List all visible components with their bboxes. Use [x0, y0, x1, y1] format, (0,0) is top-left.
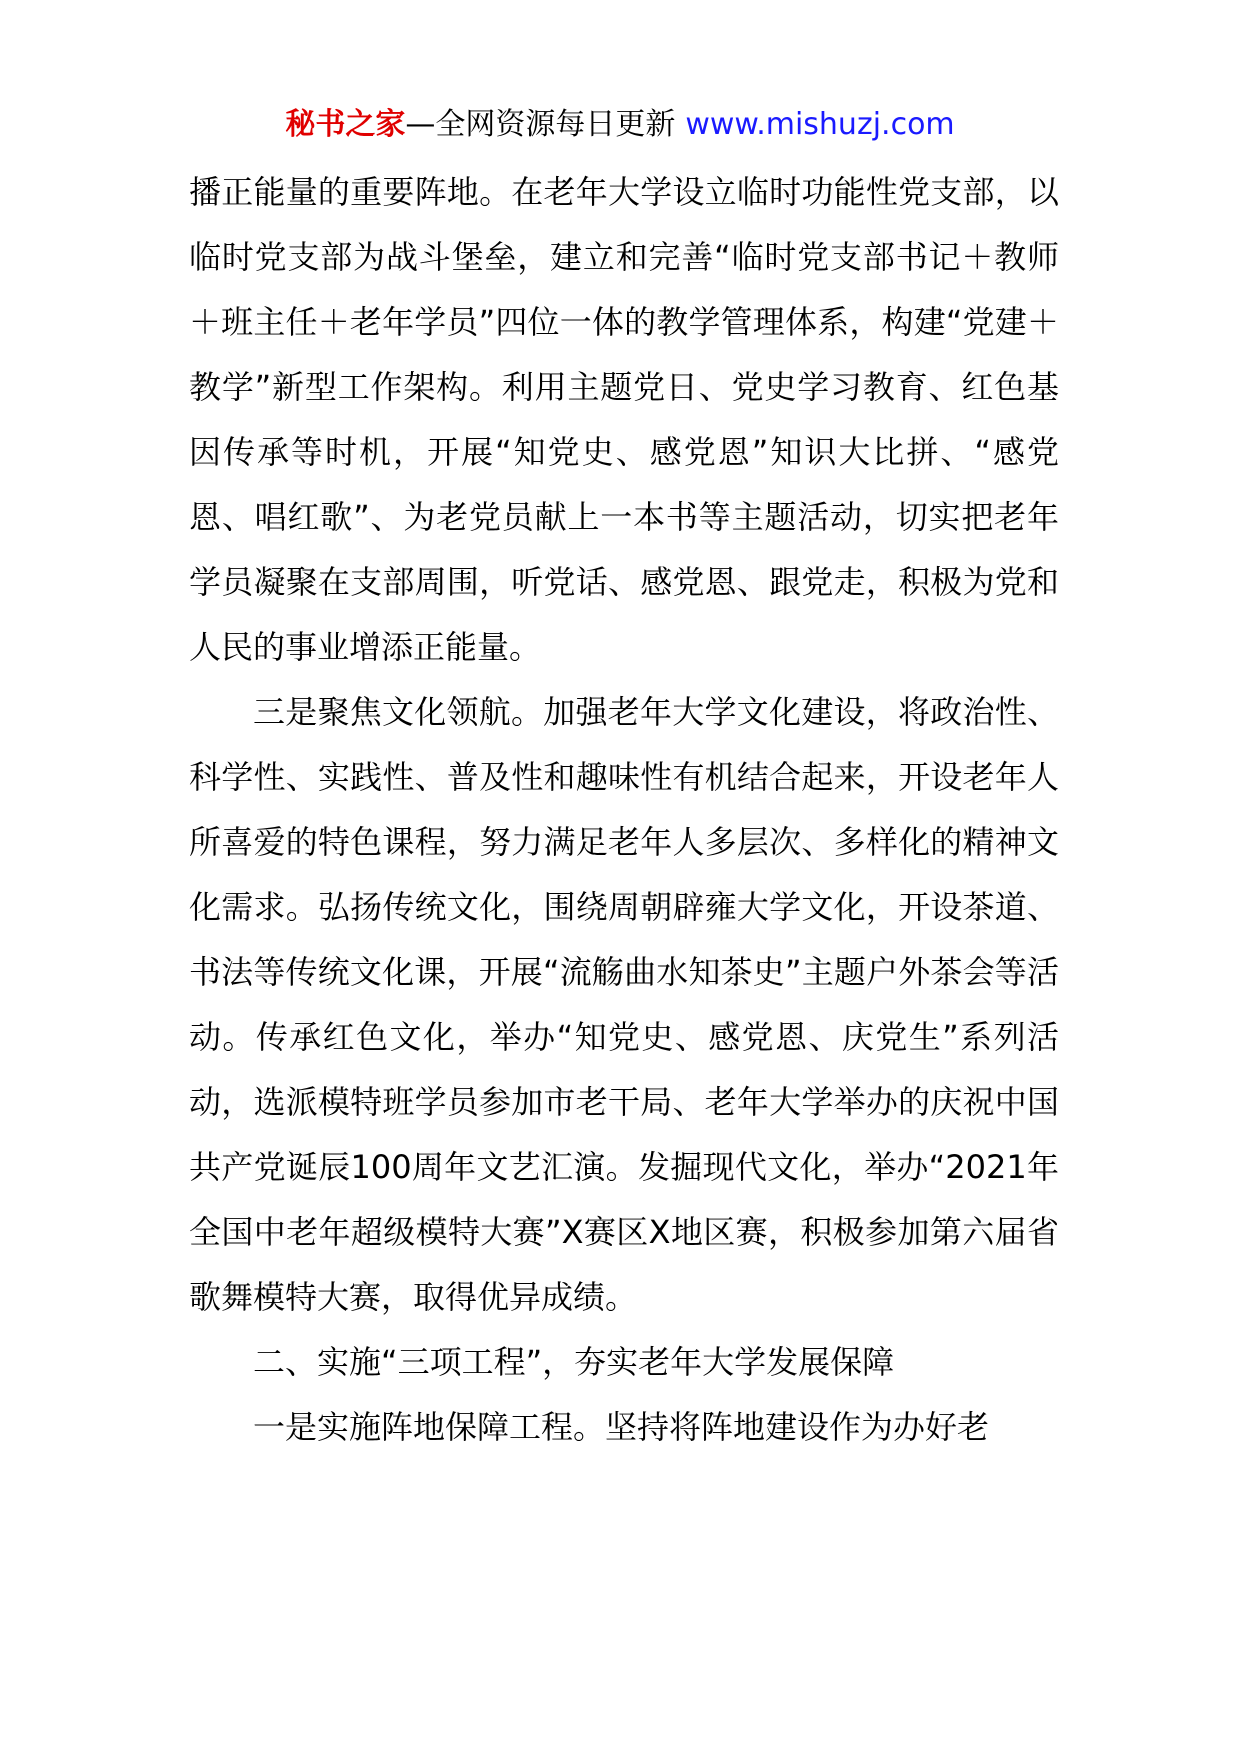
site-header	[0, 103, 1240, 147]
site-slogan: —全网资源每日更新	[405, 107, 676, 142]
site-url-link[interactable]: www.mishuzj.com	[685, 107, 955, 142]
document-body	[189, 160, 1059, 1460]
paragraph-1: 播正能量的重要阵地。在老年大学设立临时功能性党支部，以临时党支部为战斗堡垒，建立和完善“临时党支部书记＋教师＋班主任＋老年学员”四位一体的教学管理体系，构建“党建＋教学”新型工作架构。利用主题党日、党史学习教育、红色基因传承等时机，开展“知党史、感党恩”知识大比拼、“感党恩、唱红歌”、为老党员献上一本书等主题活动，切实把老年学员凝聚在支部周围，听党话、感党恩、跟党走，积极为党和人民的事业增添正能量。	[189, 173, 1059, 666]
section-heading: 二、实施“三项工程”，夯实老年大学发展保障	[253, 1343, 895, 1381]
paragraph-3: 一是实施阵地保障工程。坚持将阵地建设作为办好老	[253, 1408, 990, 1446]
paragraph-2: 三是聚焦文化领航。加强老年大学文化建设，将政治性、科学性、实践性、普及性和趣味性有机结合起来，开设老年人所喜爱的特色课程，努力满足老年人多层次、多样化的精神文化需求。弘扬传统文化，围绕周朝辟雍大学文化，开设茶道、书法等传统文化课，开展“流觞曲水知茶史”主题户外茶会等活动。传承红色文化，举办“知党史、感党恩、庆党生”系列活动，选派模特班学员参加市老干局、老年大学举办的庆祝中国共产党诞辰100周年文艺汇演。发掘现代文化，举办“2021年全国中老年超级模特大赛”X赛区X地区赛，积极参加第六届省歌舞模特大赛，取得优异成绩。	[189, 693, 1059, 1316]
site-brand: 秘书之家	[285, 107, 406, 142]
